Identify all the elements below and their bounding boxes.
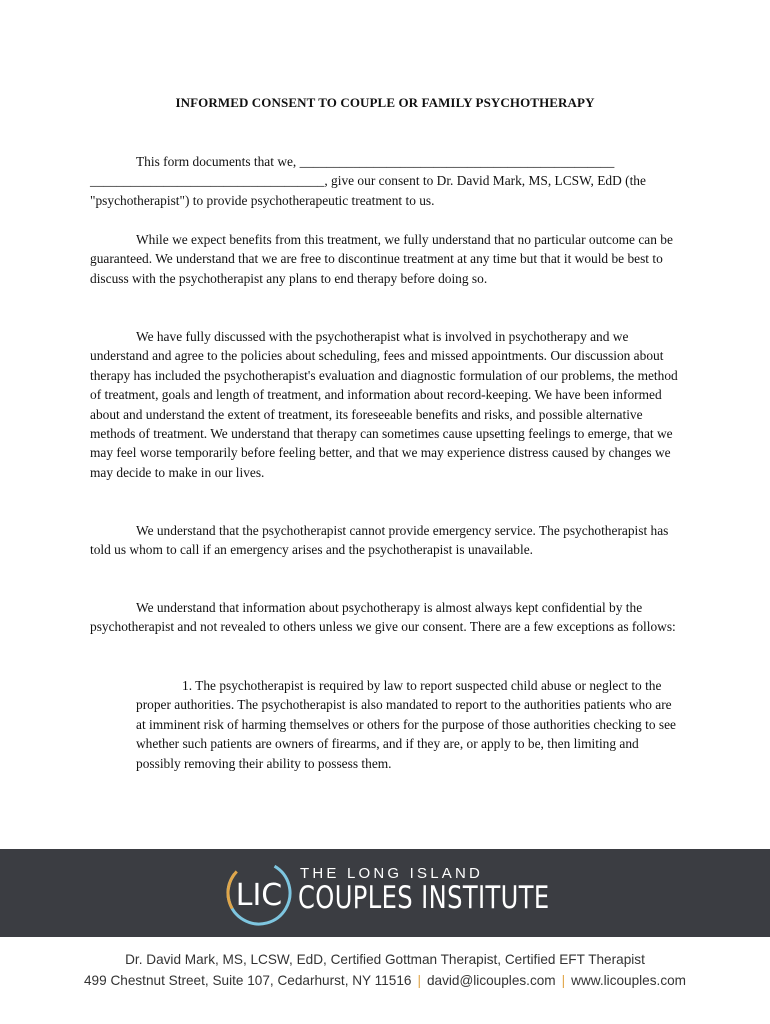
paragraph-confidentiality: We understand that information about psychotherapy is almost always kept confidential by the psychotherapist and not revealed to others unless we give our consent. There are a few exceptions as follows:: [90, 600, 676, 635]
paragraph-benefits: While we expect benefits from this treatment, we fully understand that no particular outcome can be guaranteed. We understand that we are free to discontinue treatment at any time but that it would be best to discuss with the psychotherapist any plans to end therapy before doing so.: [90, 232, 673, 286]
footer-email-link[interactable]: david@licouples.com: [426, 973, 556, 988]
footer-address: 499 Chestnut Street, Suite 107, Cedarhurst, NY 11516: [83, 973, 412, 988]
logo-letters: LIC: [235, 878, 283, 913]
paragraph-emergency: We understand that the psychotherapist cannot provide emergency service. The psychotherapist has told us whom to call if an emergency arises and the psychotherapist is unavailable.: [90, 523, 669, 558]
separator: |: [417, 973, 421, 988]
footer-credentials: Dr. David Mark, MS, LCSW, EdD, Certified Gottman Therapist, Certified EFT Therapist: [125, 952, 645, 967]
logo-mark: [224, 858, 294, 928]
document-title: INFORMED CONSENT TO COUPLE OR FAMILY PSYCHOTHERAPY: [175, 95, 595, 110]
paragraph-discussion: We have fully discussed with the psychotherapist what is involved in psychotherapy and we understand and agree to the policies about scheduling, fees and missed appointments. Our discussion about therapy has included the psychotherapist's evaluation and diagnostic formulation of our problems, the method of treatment, goals and length of treatment, and information about record-keeping. We have been informed about and understand the extent of treatment, its foreseeable benefits and risks, and possible alternative methods of treatment. We understand that therapy can sometimes cause upsetting feelings to emerge, that we may feel worse temporarily before feeling better, and that we may experience distress caused by changes we may decide to make in our lives.: [90, 329, 678, 480]
logo-text-top: THE LONG ISLAND: [300, 865, 484, 882]
logo-text-bottom: COUPLES INSTITUTE: [298, 880, 550, 916]
paragraph-consent: This form documents that we, _______________________________________________ ___________________________________, give our consent to Dr. David Mark, MS, LCSW, EdD (the "psychotherapist") to provide psychotherapeutic treatment to us.: [90, 154, 646, 208]
separator: |: [561, 973, 566, 988]
footer-contact: [0, 973, 770, 988]
list-item-1: 1. The psychotherapist is required by law to report suspected child abuse or neglect to the proper authorities. The psychotherapist is also mandated to report to the authorities patients who are at imminent risk of harming themselves or others for the purpose of those authorities checking to see whether such patients are owners of firearms, and if they are, or apply to be, then limiting and possibly removing their ability to possess them.: [136, 678, 676, 771]
footer-website-link[interactable]: www.licouples.com: [571, 973, 687, 988]
